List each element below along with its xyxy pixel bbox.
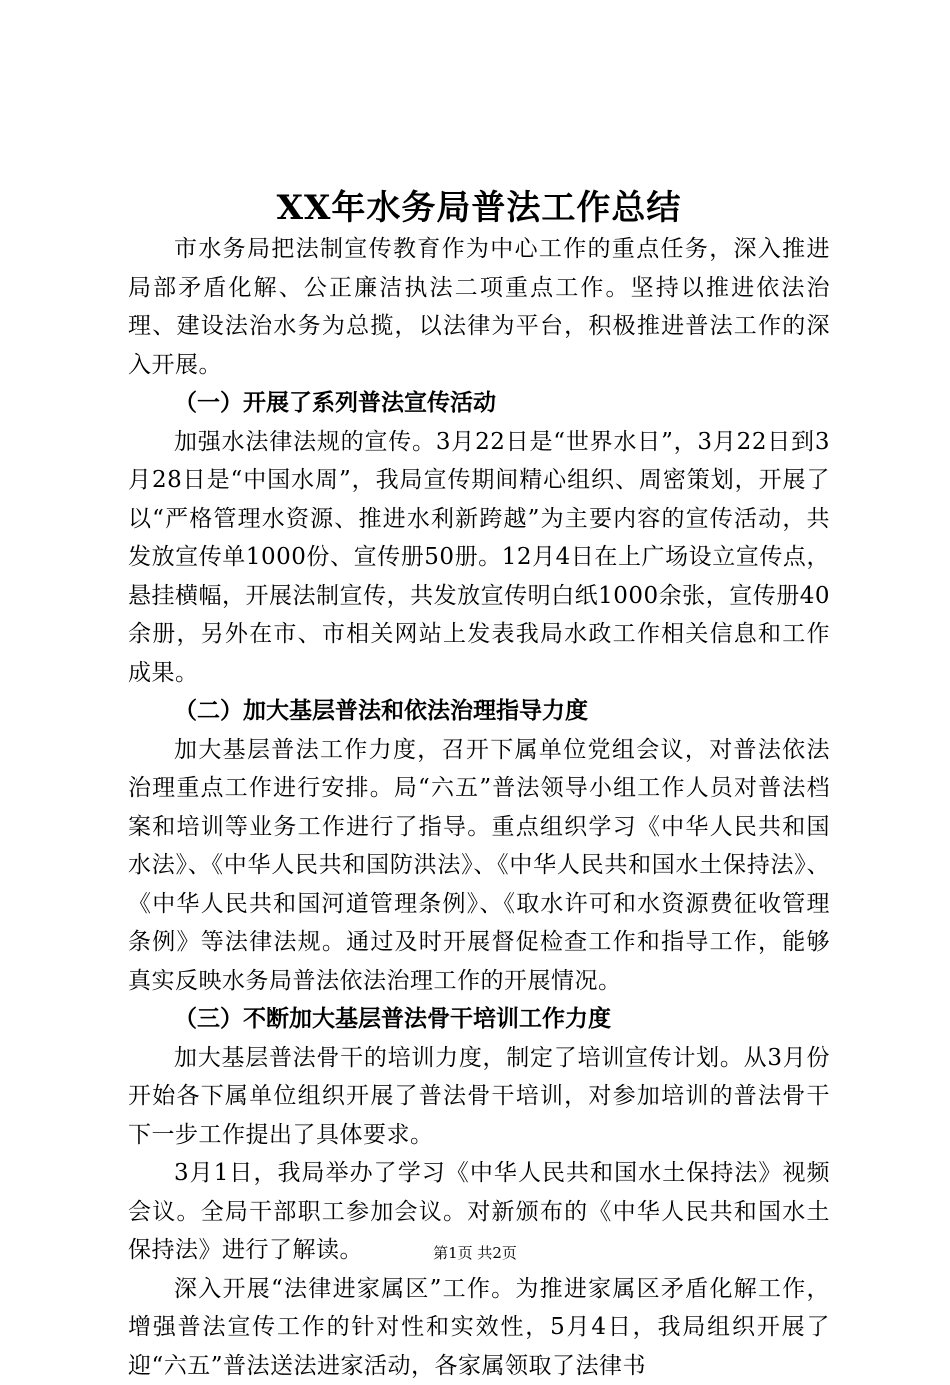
document-body [128,186,830,1385]
paragraph-section-3a: 加大基层普法骨干的培训力度，制定了培训宣传计划。从3月份开始各下属单位组织开展了普法骨干培训，对参加培训的普法骨干下一步工作提出了具体要求。 [128,1039,830,1155]
section-heading-2: （二）加大基层普法和依法治理指导力度 [128,692,830,731]
paragraph-section-1: 加强水法律法规的宣传。3月22日是“世界水日”，3月22日到3月28日是“中国水周”，我局宣传期间精心组织、周密策划，开展了以“严格管理水资源、推进水利新跨越”为主要内容的宣传活动，共发放宣传单1000份、宣传册50册。12月4日在上广场设立宣传点，悬挂横幅，开展法制宣传，共发放宣传明白纸1000余张，宣传册40余册，另外在市、市相关网站上发表我局水政工作相关信息和工作成果。 [128,423,830,693]
paragraph-section-3c: 深入开展“法律进家属区”工作。为推进家属区矛盾化解工作，增强普法宣传工作的针对性和实效性，5月4日，我局组织开展了迎“六五”普法送法进家活动，各家属领取了法律书 [128,1270,830,1385]
paragraph-section-2: 加大基层普法工作力度，召开下属单位党组会议，对普法依法治理重点工作进行安排。局“六五”普法领导小组工作人员对普法档案和培训等业务工作进行了指导。重点组织学习《中华人民共和国水法》、《中华人民共和国防洪法》、《中华人民共和国水土保持法》、《中华人民共和国河道管理条例》、《取水许可和水资源费征收管理条例》等法律法规。通过及时开展督促检查工作和指导工作，能够真实反映水务局普法依法治理工作的开展情况。 [128,731,830,1001]
section-heading-1: （一）开展了系列普法宣传活动 [128,384,830,423]
section-heading-3: （三）不断加大基层普法骨干培训工作力度 [128,1000,830,1039]
paragraph-section-3b: 3月1日，我局举办了学习《中华人民共和国水土保持法》视频会议。全局干部职工参加会议。对新颁布的《中华人民共和国水土保持法》进行了解读。 [128,1154,830,1270]
page-footer: 第1页 共2页 [0,1243,950,1263]
paragraph-intro: 市水务局把法制宣传教育作为中心工作的重点任务，深入推进局部矛盾化解、公正廉洁执法二项重点工作。坚持以推进依法治理、建设法治水务为总揽，以法律为平台，积极推进普法工作的深入开展。 [128,230,830,384]
document-title: XX年水务局普法工作总结 [128,186,830,230]
